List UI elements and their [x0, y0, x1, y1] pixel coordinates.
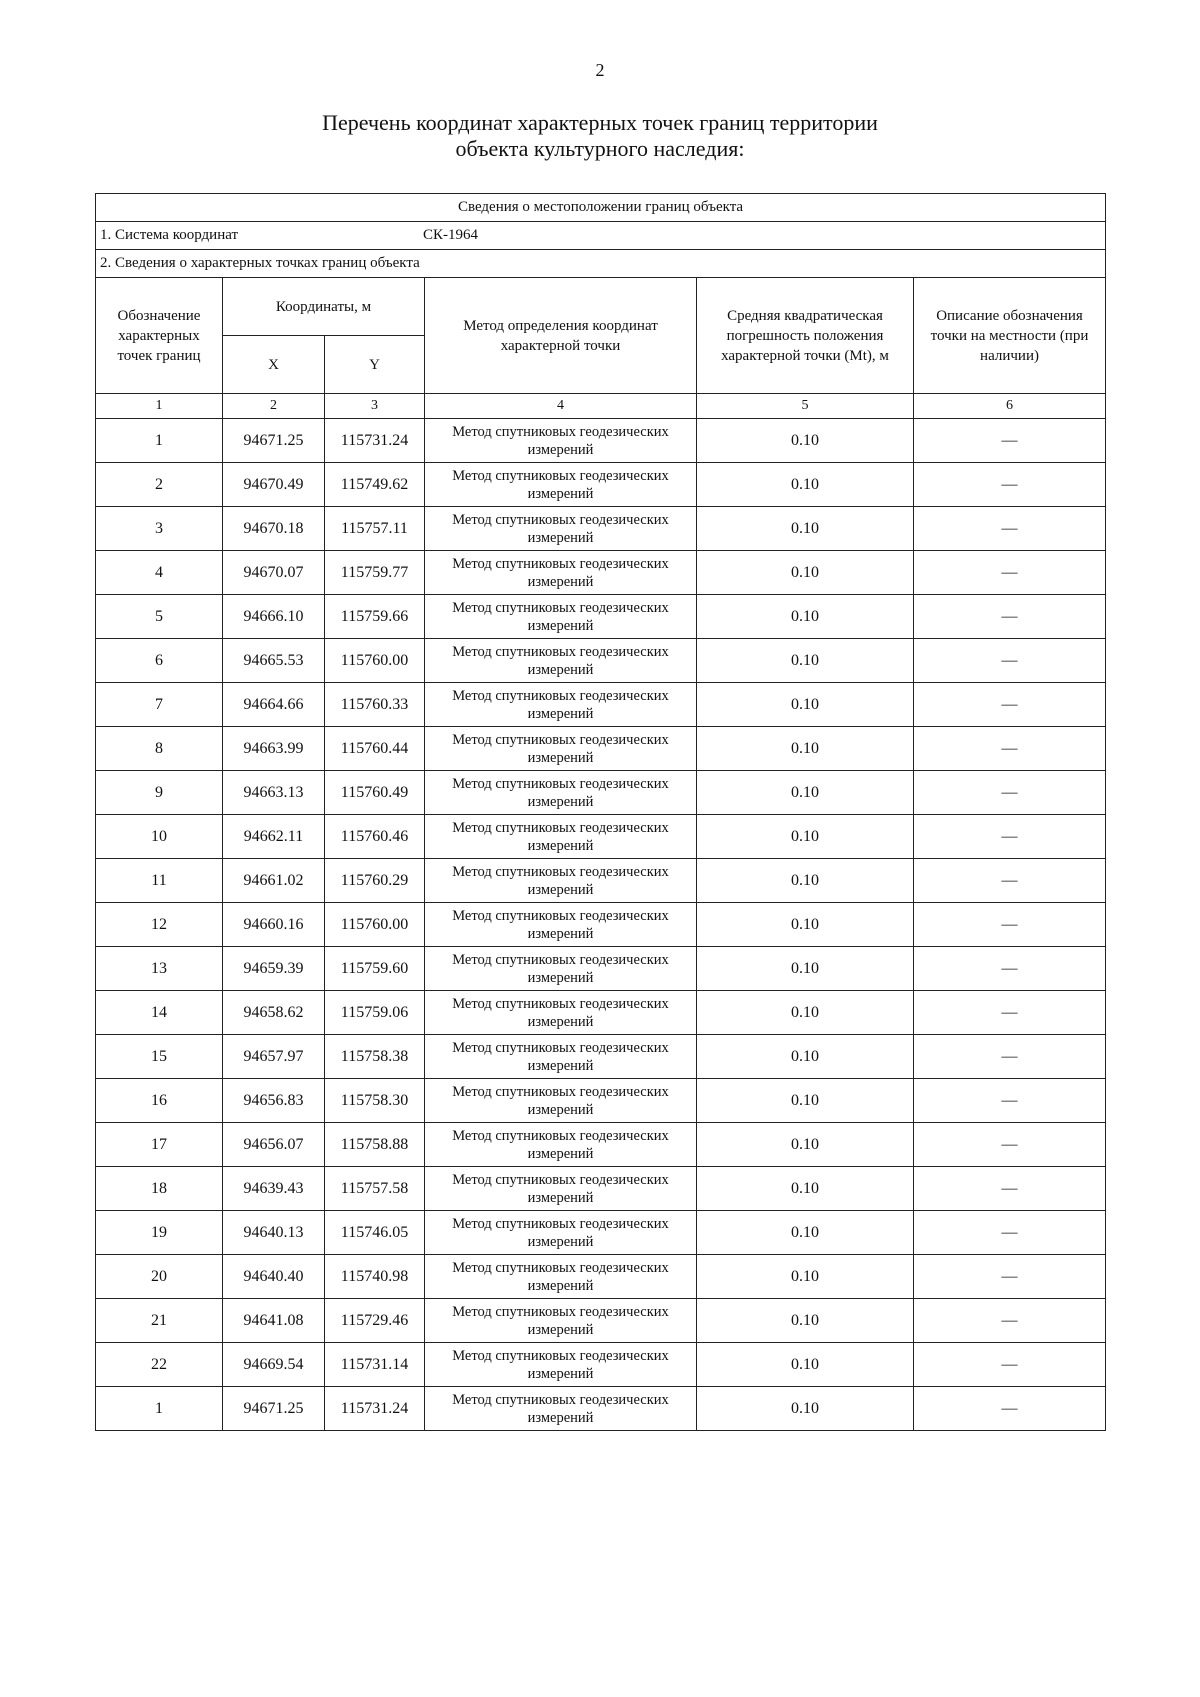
- point-cell: 14: [96, 991, 223, 1035]
- table-row: [96, 1035, 1106, 1079]
- x-coordinate-cell: 94639.43: [223, 1167, 325, 1211]
- method-cell: Метод спутниковых геодезических измерений: [425, 1387, 697, 1431]
- method-cell: Метод спутниковых геодезических измерений: [425, 1123, 697, 1167]
- method-cell: Метод спутниковых геодезических измерений: [425, 683, 697, 727]
- point-cell: 4: [96, 551, 223, 595]
- coord-system-row: [96, 222, 1106, 250]
- table-row: [96, 947, 1106, 991]
- x-coordinate-cell: 94659.39: [223, 947, 325, 991]
- x-coordinate-cell: 94663.13: [223, 771, 325, 815]
- x-coordinate-cell: 94670.49: [223, 463, 325, 507]
- coord-system-value: СК-1964: [423, 227, 479, 243]
- col-header-coords: Координаты, м: [223, 278, 425, 336]
- coordinates-table: [95, 193, 1106, 1431]
- point-cell: 8: [96, 727, 223, 771]
- method-cell: Метод спутниковых геодезических измерений: [425, 463, 697, 507]
- point-cell: 20: [96, 1255, 223, 1299]
- error-cell: 0.10: [697, 1343, 914, 1387]
- method-cell: Метод спутниковых геодезических измерений: [425, 1299, 697, 1343]
- error-cell: 0.10: [697, 1299, 914, 1343]
- section-header: Сведения о местоположении границ объекта: [96, 194, 1106, 222]
- table-row: [96, 507, 1106, 551]
- point-cell: 7: [96, 683, 223, 727]
- y-coordinate-cell: 115731.24: [325, 1387, 425, 1431]
- x-coordinate-cell: 94670.18: [223, 507, 325, 551]
- method-cell: Метод спутниковых геодезических измерений: [425, 727, 697, 771]
- description-cell: —: [914, 639, 1106, 683]
- method-cell: Метод спутниковых геодезических измерений: [425, 1079, 697, 1123]
- error-cell: 0.10: [697, 991, 914, 1035]
- table-row: [96, 903, 1106, 947]
- table-row: [96, 1343, 1106, 1387]
- point-cell: 22: [96, 1343, 223, 1387]
- y-coordinate-cell: 115759.66: [325, 595, 425, 639]
- table-row: [96, 639, 1106, 683]
- point-cell: 11: [96, 859, 223, 903]
- description-cell: —: [914, 1343, 1106, 1387]
- error-cell: 0.10: [697, 859, 914, 903]
- y-coordinate-cell: 115758.38: [325, 1035, 425, 1079]
- points-header: 2. Сведения о характерных точках границ объекта: [96, 250, 1106, 278]
- point-cell: 16: [96, 1079, 223, 1123]
- title-line-1: Перечень координат характерных точек границ территории: [322, 110, 878, 135]
- error-cell: 0.10: [697, 1255, 914, 1299]
- y-coordinate-cell: 115760.44: [325, 727, 425, 771]
- method-cell: Метод спутниковых геодезических измерений: [425, 1167, 697, 1211]
- error-cell: 0.10: [697, 507, 914, 551]
- error-cell: 0.10: [697, 1035, 914, 1079]
- error-cell: 0.10: [697, 815, 914, 859]
- description-cell: —: [914, 859, 1106, 903]
- error-cell: 0.10: [697, 463, 914, 507]
- method-cell: Метод спутниковых геодезических измерений: [425, 947, 697, 991]
- x-coordinate-cell: 94656.07: [223, 1123, 325, 1167]
- y-coordinate-cell: 115760.33: [325, 683, 425, 727]
- point-cell: 1: [96, 1387, 223, 1431]
- table-row: [96, 815, 1106, 859]
- table-row: [96, 859, 1106, 903]
- y-coordinate-cell: 115749.62: [325, 463, 425, 507]
- x-coordinate-cell: 94669.54: [223, 1343, 325, 1387]
- y-coordinate-cell: 115760.00: [325, 639, 425, 683]
- col-header-error: Средняя квадратическая погрешность положения характерной точки (Mt), м: [697, 278, 914, 394]
- error-cell: 0.10: [697, 1123, 914, 1167]
- y-coordinate-cell: 115731.24: [325, 419, 425, 463]
- col-header-method: Метод определения координат характерной точки: [425, 278, 697, 394]
- x-coordinate-cell: 94663.99: [223, 727, 325, 771]
- description-cell: —: [914, 727, 1106, 771]
- point-cell: 18: [96, 1167, 223, 1211]
- x-coordinate-cell: 94662.11: [223, 815, 325, 859]
- method-cell: Метод спутниковых геодезических измерений: [425, 991, 697, 1035]
- description-cell: —: [914, 551, 1106, 595]
- method-cell: Метод спутниковых геодезических измерений: [425, 507, 697, 551]
- x-coordinate-cell: 94657.97: [223, 1035, 325, 1079]
- description-cell: —: [914, 947, 1106, 991]
- point-cell: 19: [96, 1211, 223, 1255]
- y-coordinate-cell: 115729.46: [325, 1299, 425, 1343]
- description-cell: —: [914, 463, 1106, 507]
- col-header-description: Описание обозначения точки на местности (при наличии): [914, 278, 1106, 394]
- point-cell: 17: [96, 1123, 223, 1167]
- error-cell: 0.10: [697, 727, 914, 771]
- y-coordinate-cell: 115760.49: [325, 771, 425, 815]
- x-coordinate-cell: 94660.16: [223, 903, 325, 947]
- error-cell: 0.10: [697, 1387, 914, 1431]
- point-cell: 12: [96, 903, 223, 947]
- method-cell: Метод спутниковых геодезических измерений: [425, 1255, 697, 1299]
- error-cell: 0.10: [697, 1167, 914, 1211]
- description-cell: —: [914, 903, 1106, 947]
- error-cell: 0.10: [697, 639, 914, 683]
- description-cell: —: [914, 1035, 1106, 1079]
- x-coordinate-cell: 94640.13: [223, 1211, 325, 1255]
- description-cell: —: [914, 815, 1106, 859]
- x-coordinate-cell: 94671.25: [223, 419, 325, 463]
- description-cell: —: [914, 683, 1106, 727]
- x-coordinate-cell: 94641.08: [223, 1299, 325, 1343]
- col-header-point: Обозначение характерных точек границ: [96, 278, 223, 394]
- method-cell: Метод спутниковых геодезических измерений: [425, 815, 697, 859]
- table-row: [96, 991, 1106, 1035]
- table-row: [96, 463, 1106, 507]
- column-numbers-row: [96, 394, 1106, 419]
- table-row: [96, 419, 1106, 463]
- description-cell: —: [914, 1167, 1106, 1211]
- description-cell: —: [914, 771, 1106, 815]
- description-cell: —: [914, 991, 1106, 1035]
- document-title: [0, 110, 1200, 162]
- x-coordinate-cell: 94661.02: [223, 859, 325, 903]
- table-row: [96, 1079, 1106, 1123]
- error-cell: 0.10: [697, 683, 914, 727]
- table-row: [96, 595, 1106, 639]
- x-coordinate-cell: 94666.10: [223, 595, 325, 639]
- point-cell: 5: [96, 595, 223, 639]
- description-cell: —: [914, 1211, 1106, 1255]
- description-cell: —: [914, 1387, 1106, 1431]
- y-coordinate-cell: 115759.77: [325, 551, 425, 595]
- method-cell: Метод спутниковых геодезических измерений: [425, 551, 697, 595]
- x-coordinate-cell: 94664.66: [223, 683, 325, 727]
- title-line-2: объекта культурного наследия:: [455, 136, 745, 161]
- y-coordinate-cell: 115757.11: [325, 507, 425, 551]
- method-cell: Метод спутниковых геодезических измерений: [425, 771, 697, 815]
- method-cell: Метод спутниковых геодезических измерений: [425, 595, 697, 639]
- table-row: [96, 1387, 1106, 1431]
- col-header-y: Y: [325, 336, 425, 394]
- col-number: 4: [425, 394, 697, 419]
- error-cell: 0.10: [697, 771, 914, 815]
- y-coordinate-cell: 115760.00: [325, 903, 425, 947]
- description-cell: —: [914, 1255, 1106, 1299]
- y-coordinate-cell: 115731.14: [325, 1343, 425, 1387]
- table-row: [96, 683, 1106, 727]
- col-header-x: X: [223, 336, 325, 394]
- y-coordinate-cell: 115758.88: [325, 1123, 425, 1167]
- method-cell: Метод спутниковых геодезических измерений: [425, 639, 697, 683]
- point-cell: 15: [96, 1035, 223, 1079]
- error-cell: 0.10: [697, 1079, 914, 1123]
- point-cell: 21: [96, 1299, 223, 1343]
- error-cell: 0.10: [697, 1211, 914, 1255]
- error-cell: 0.10: [697, 947, 914, 991]
- coord-system-label: 1. Система координат: [100, 227, 239, 243]
- page-number: 2: [595, 60, 605, 80]
- error-cell: 0.10: [697, 595, 914, 639]
- y-coordinate-cell: 115759.60: [325, 947, 425, 991]
- error-cell: 0.10: [697, 419, 914, 463]
- method-cell: Метод спутниковых геодезических измерений: [425, 1035, 697, 1079]
- y-coordinate-cell: 115746.05: [325, 1211, 425, 1255]
- description-cell: —: [914, 1079, 1106, 1123]
- point-cell: 1: [96, 419, 223, 463]
- x-coordinate-cell: 94656.83: [223, 1079, 325, 1123]
- y-coordinate-cell: 115740.98: [325, 1255, 425, 1299]
- table-row: [96, 551, 1106, 595]
- table-row: [96, 771, 1106, 815]
- point-cell: 2: [96, 463, 223, 507]
- point-cell: 3: [96, 507, 223, 551]
- error-cell: 0.10: [697, 903, 914, 947]
- description-cell: —: [914, 595, 1106, 639]
- description-cell: —: [914, 507, 1106, 551]
- point-cell: 6: [96, 639, 223, 683]
- point-cell: 10: [96, 815, 223, 859]
- table-row: [96, 1255, 1106, 1299]
- description-cell: —: [914, 1123, 1106, 1167]
- y-coordinate-cell: 115760.29: [325, 859, 425, 903]
- x-coordinate-cell: 94665.53: [223, 639, 325, 683]
- y-coordinate-cell: 115757.58: [325, 1167, 425, 1211]
- y-coordinate-cell: 115758.30: [325, 1079, 425, 1123]
- col-number: 6: [914, 394, 1106, 419]
- col-number: 5: [697, 394, 914, 419]
- description-cell: —: [914, 419, 1106, 463]
- point-cell: 9: [96, 771, 223, 815]
- method-cell: Метод спутниковых геодезических измерений: [425, 1343, 697, 1387]
- method-cell: Метод спутниковых геодезических измерений: [425, 1211, 697, 1255]
- col-number: 3: [325, 394, 425, 419]
- table-row: [96, 1211, 1106, 1255]
- x-coordinate-cell: 94640.40: [223, 1255, 325, 1299]
- method-cell: Метод спутниковых геодезических измерений: [425, 859, 697, 903]
- method-cell: Метод спутниковых геодезических измерений: [425, 419, 697, 463]
- table-row: [96, 727, 1106, 771]
- table-row: [96, 1123, 1106, 1167]
- x-coordinate-cell: 94671.25: [223, 1387, 325, 1431]
- point-cell: 13: [96, 947, 223, 991]
- x-coordinate-cell: 94658.62: [223, 991, 325, 1035]
- col-number: 2: [223, 394, 325, 419]
- x-coordinate-cell: 94670.07: [223, 551, 325, 595]
- y-coordinate-cell: 115759.06: [325, 991, 425, 1035]
- col-number: 1: [96, 394, 223, 419]
- method-cell: Метод спутниковых геодезических измерений: [425, 903, 697, 947]
- y-coordinate-cell: 115760.46: [325, 815, 425, 859]
- description-cell: —: [914, 1299, 1106, 1343]
- table-row: [96, 1167, 1106, 1211]
- error-cell: 0.10: [697, 551, 914, 595]
- table-row: [96, 1299, 1106, 1343]
